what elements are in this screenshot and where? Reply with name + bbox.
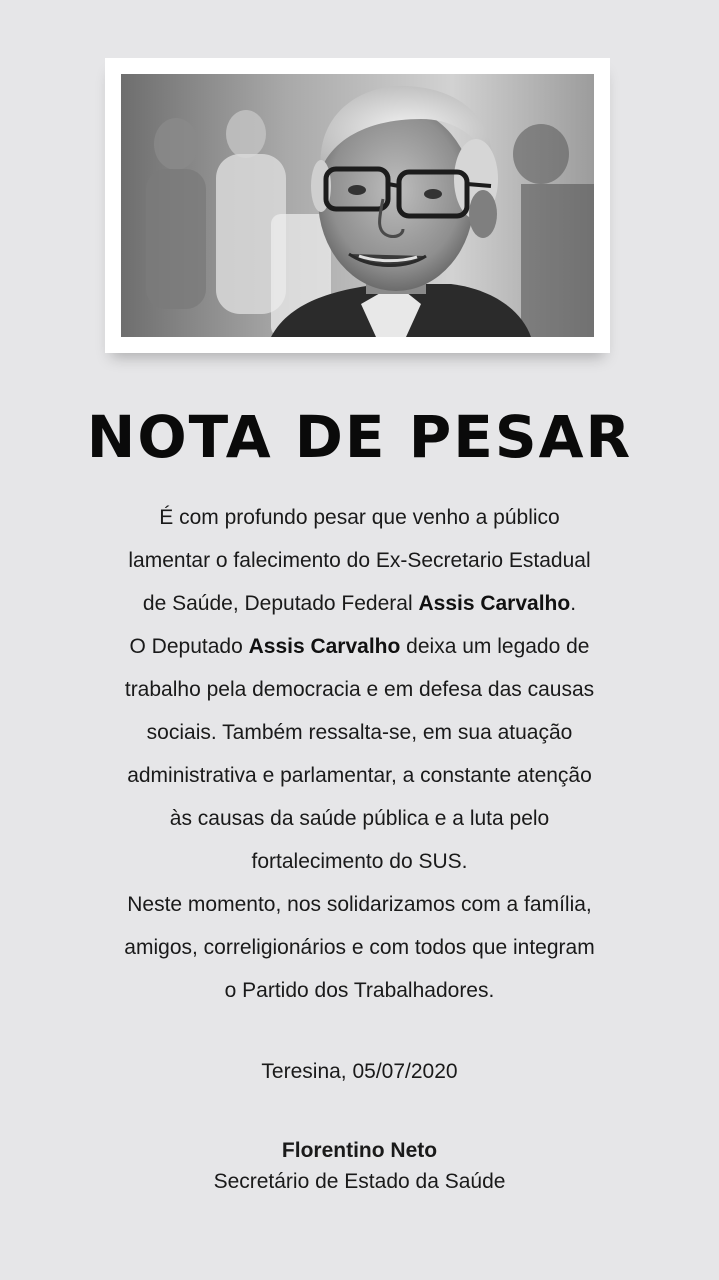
text-line: às causas da saúde pública e a luta pelo	[169, 807, 550, 830]
portrait-photo	[121, 74, 594, 337]
highlighted-name: Assis Carvalho	[248, 635, 401, 658]
text-line: administrativa e parlamentar, a constante atenção	[127, 764, 592, 787]
text-line: o Partido dos Trabalhadores.	[224, 979, 495, 1002]
signer-role: Secretário de Estado da Saúde	[213, 1170, 506, 1193]
text-line: É com profundo pesar que venho a público	[159, 506, 560, 529]
page-title: NOTA DE PESAR	[86, 403, 633, 471]
paragraph-legacy	[80, 625, 639, 883]
text-line: lamentar o falecimento do Ex-Secretario Estadual	[128, 549, 591, 572]
text-line: .	[570, 592, 577, 615]
portrait-illustration	[121, 74, 594, 337]
text-line: sociais. Também ressalta-se, em sua atuação	[146, 721, 573, 744]
text-line: deixa um legado de	[400, 635, 590, 658]
signature-block	[0, 1134, 719, 1196]
highlighted-name: Assis Carvalho	[418, 592, 571, 615]
dateline: Teresina, 05/07/2020	[261, 1060, 458, 1083]
text-line: de Saúde, Deputado Federal	[142, 592, 419, 615]
signer-name: Florentino Neto	[281, 1139, 438, 1162]
text-line: fortalecimento do SUS.	[251, 850, 468, 873]
text-line: trabalho pela democracia e em defesa das causas	[124, 678, 595, 701]
photo-frame	[105, 58, 610, 353]
message-body	[80, 496, 639, 1012]
text-line: amigos, correligionários e com todos que integram	[124, 936, 595, 959]
text-line: O Deputado	[129, 635, 249, 658]
paragraph-intro	[80, 496, 639, 625]
text-line: Neste momento, nos solidarizamos com a família,	[127, 893, 592, 916]
paragraph-solidarity	[80, 883, 639, 1012]
